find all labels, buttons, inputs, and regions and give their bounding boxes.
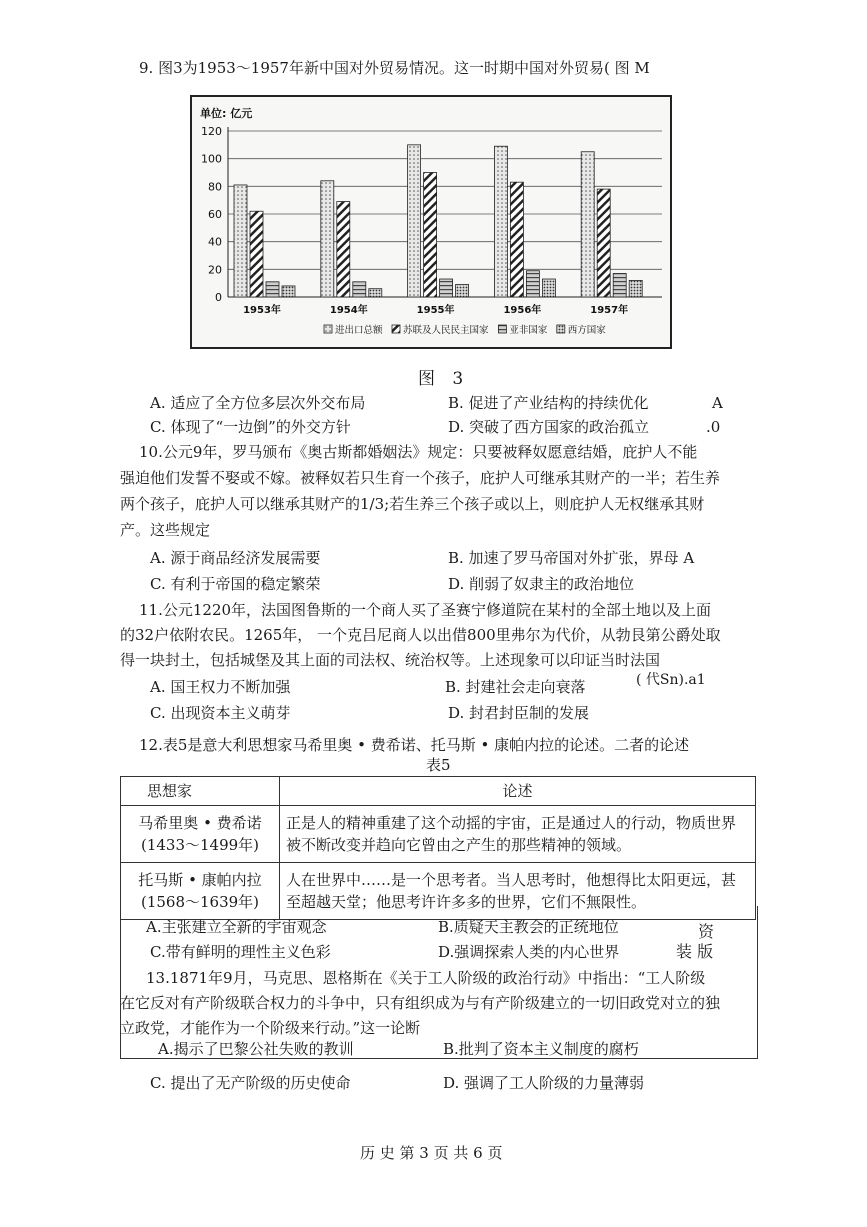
y-tick-label: 100	[201, 152, 222, 166]
q13-option-c: C. 提出了无产阶级的历史使命	[150, 1074, 351, 1092]
q12-option-b: B.质疑天主教会的正统地位	[438, 918, 619, 936]
bar	[321, 181, 334, 297]
legend-label: 亚非国家	[509, 325, 548, 336]
q13-option-b: B.批判了资本主义制度的腐朽	[443, 1040, 639, 1058]
q12-mark-1: 资	[698, 922, 715, 941]
bar	[266, 282, 279, 297]
legend-label: 苏联及人民民主国家	[403, 325, 489, 336]
q9-mark-a: A	[712, 394, 723, 412]
q9-stem: 9. 图3为1953～1957年新中国对外贸易情况。这一时期中国对外贸易( 图 M	[139, 59, 650, 77]
bar	[526, 271, 539, 297]
q10-option-c: C. 有利于帝国的稳定繁荣	[150, 575, 321, 593]
legend-swatch	[392, 325, 400, 333]
bar	[250, 211, 263, 297]
bar	[234, 185, 247, 297]
q13-line-2: 在它反对有产阶级联合权力的斗争中，只有组织成为与有产阶级建立的一切旧政党对立的独	[120, 994, 721, 1012]
bar	[424, 173, 437, 298]
bar	[613, 273, 626, 297]
y-tick-label: 20	[208, 263, 222, 277]
thinker-statement: 人在世界中……是一个思考者。当人思考时，他想得比太阳更远，甚至超越天堂；他思考许许多多的世界，它们不無限性。	[280, 863, 756, 920]
bar	[597, 189, 610, 297]
q9-mark-0: .0	[706, 418, 721, 436]
q13-line-3: 立政党，才能作为一个阶级来行动。”这一论断	[120, 1019, 421, 1037]
legend-swatch	[557, 325, 565, 333]
bar	[337, 202, 350, 297]
q12-option-a: A.主张建立全新的宇宙观念	[146, 918, 327, 936]
thinker-statement: 正是人的精神重建了这个动摇的宇宙，正是通过人的行动，物质世界被不断改变并趋向它曾由之产生的那些精神的领域。	[280, 806, 756, 863]
bar	[353, 282, 366, 297]
legend-label: 进出口总额	[335, 325, 383, 336]
x-tick-label: 1954年	[329, 305, 368, 316]
q9-option-d: D. 突破了西方国家的政治孤立	[448, 418, 650, 436]
legend-swatch	[498, 325, 506, 333]
bar	[369, 289, 382, 297]
table-header-row	[121, 777, 756, 806]
q10-option-a: A. 源于商品经济发展需要	[150, 549, 321, 567]
bar	[456, 285, 469, 297]
bar	[408, 145, 421, 297]
figure-caption: 图 3	[418, 369, 470, 389]
q13-option-d: D. 强调了工人阶级的力量薄弱	[443, 1074, 645, 1092]
q13-option-a: A.揭示了巴黎公社失败的教训	[158, 1040, 354, 1058]
unit-label: 单位: 亿元	[200, 107, 253, 120]
q10-option-d: D. 削弱了奴隶主的政治地位	[448, 575, 635, 593]
q11-line-1: 11.公元1220年，法国图鲁斯的一个商人买了圣赛宁修道院在某村的全部土地以及上面	[139, 601, 712, 619]
q13-line-1: 13.1871年9月，马克思、恩格斯在《关于工人阶级的政治行动》中指出：“工人阶级	[146, 969, 706, 987]
thinker-years: (1433～1499年)	[140, 836, 260, 854]
q9-option-a: A. 适应了全方位多层次外交布局	[150, 394, 366, 412]
bar	[282, 286, 295, 297]
q12-option-d: D.强调探索人类的内心世界	[438, 943, 620, 961]
q11-mark: ( 代Sn).a1	[636, 672, 706, 688]
thinker-name: 托马斯 • 康帕内拉	[138, 871, 262, 889]
table-caption: 表5	[426, 756, 451, 774]
legend-swatch	[324, 325, 332, 333]
bar	[542, 279, 555, 297]
y-tick-label: 60	[208, 208, 222, 221]
thinker-table	[120, 776, 756, 920]
q10-line-4: 产。这些规定	[120, 521, 211, 539]
x-tick-label: 1955年	[416, 305, 455, 316]
q11-option-c: C. 出现资本主义萌芽	[150, 704, 291, 722]
x-tick-label: 1957年	[590, 305, 629, 316]
q12-option-c: C.带有鲜明的理性主义色彩	[150, 943, 331, 961]
q12-stem: 12.表5是意大利思想家马希里奥 • 费希诺、托马斯 • 康帕内拉的论述。二者的论述	[139, 736, 690, 754]
table-row	[121, 806, 756, 863]
q10-line-3: 两个孩子，庇护人可以继承其财产的1/3;若生养三个孩子或以上，则庇护人无权继承其财	[120, 495, 705, 513]
bar	[629, 280, 642, 297]
q11-option-a: A. 国王权力不断加强	[150, 678, 291, 696]
y-tick-label: 80	[208, 180, 222, 194]
q10-line-2: 强迫他们发誓不娶或不嫁。被释奴若只生育一个孩子，庇护人可继承其财产的一半；若生养	[120, 469, 721, 487]
trade-chart-svg	[192, 97, 670, 347]
q10-line-1: 10.公元9年，罗马颁布《奥古斯都婚姻法》规定：只要被释奴愿意结婚，庇护人不能	[139, 443, 698, 461]
q12-mark-2: 装 版	[676, 942, 714, 961]
table-header-thinker: 思想家	[121, 777, 280, 806]
y-tick-label: 40	[208, 235, 222, 249]
table-header-statement: 论述	[280, 777, 756, 806]
page-footer: 历 史 第 3 页 共 6 页	[360, 1144, 503, 1162]
q11-option-b: B. 封建社会走向衰落	[445, 678, 586, 696]
bar	[440, 279, 453, 297]
thinker-name: 马希里奥 • 费希诺	[138, 814, 262, 832]
y-tick-label: 120	[201, 125, 222, 138]
y-tick-label: 0	[215, 291, 222, 304]
q11-line-2: 的32户依附农民。1265年， 一个克吕尼商人以出借800里弗尔为代价，从勃艮第公爵处取	[120, 626, 721, 644]
bar	[581, 152, 594, 297]
bar	[510, 182, 523, 297]
q11-line-3: 得一块封土，包括城堡及其上面的司法权、统治权等。上述现象可以印证当时法国	[120, 651, 661, 669]
bar	[494, 146, 507, 297]
q9-option-b: B. 促进了产业结构的持续优化	[448, 394, 649, 412]
x-tick-label: 1956年	[503, 305, 542, 316]
legend-label: 西方国家	[567, 325, 606, 336]
trade-chart	[190, 95, 672, 349]
q9-option-c: C. 体现了“一边倒”的外交方针	[150, 418, 351, 436]
q10-option-b: B. 加速了罗马帝国对外扩张，界母 A	[448, 549, 695, 567]
q11-option-d: D. 封君封臣制的发展	[448, 704, 590, 722]
thinker-years: (1568～1639年)	[140, 893, 260, 911]
x-tick-label: 1953年	[243, 305, 281, 316]
